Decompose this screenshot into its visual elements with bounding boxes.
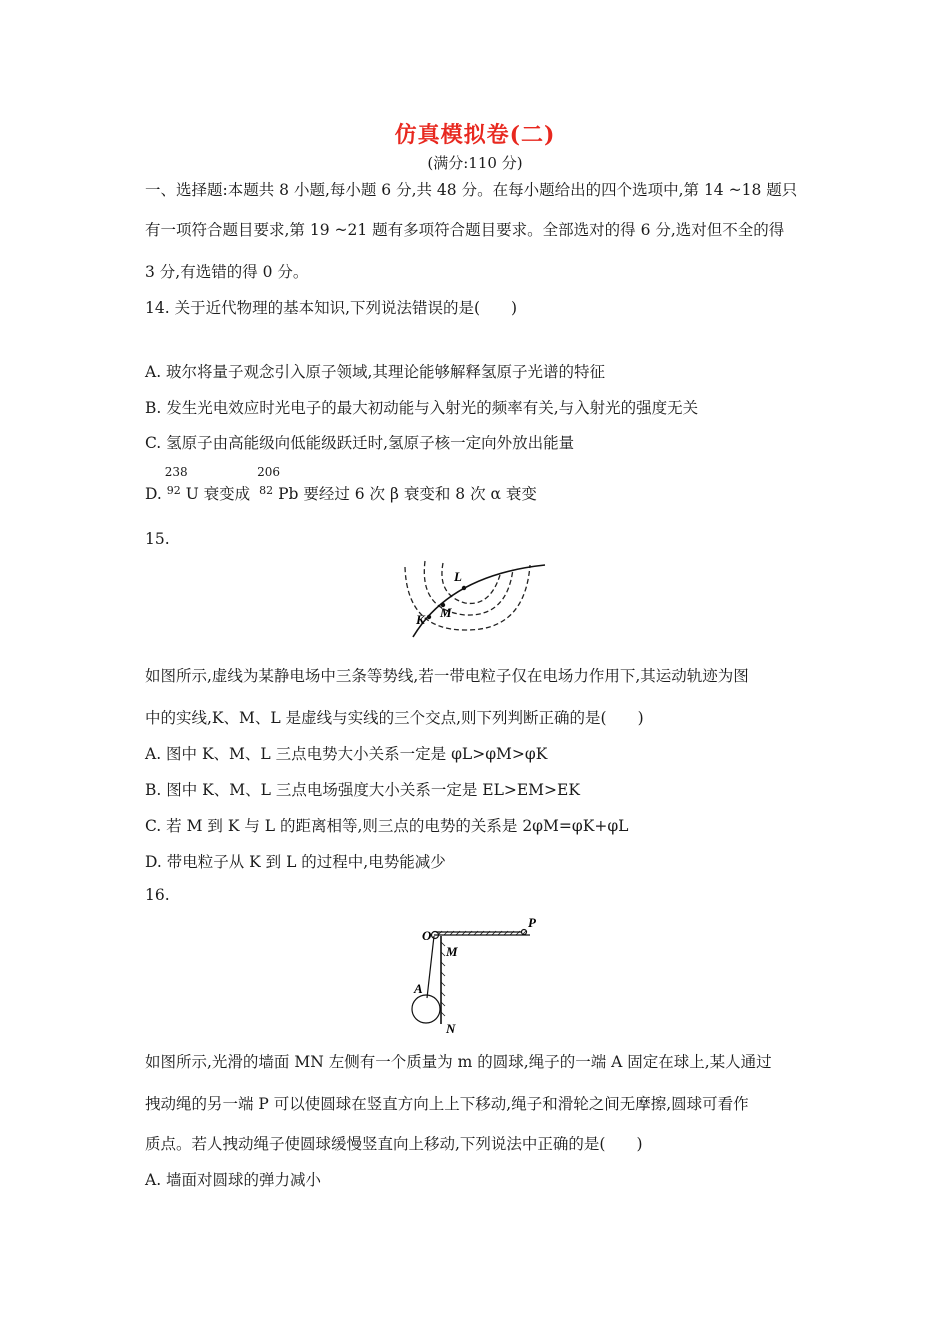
section-intro-line-3: 3 分,有选错的得 0 分。 [145,263,309,281]
q14-option-a: A. 玻尔将量子观念引入原子领域,其理论能够解释氢原子光谱的特征 [145,363,605,381]
label-a: A [414,981,423,996]
lead-mass-number: 206 [257,465,281,479]
q15-stem-line-1: 如图所示,虚线为某静电场中三条等势线,若一带电粒子仅在电场力作用下,其运动轨迹为图 [145,667,749,685]
uranium-nuclide [164,465,188,503]
q14-option-c: C. 氢原子由高能级向低能级跃迁时,氢原子核一定向外放出能量 [145,434,575,452]
ball-a [412,995,440,1023]
q16-option-a: A. 墙面对圆球的弹力减小 [145,1171,322,1189]
uranium-mass-number: 238 [164,465,188,479]
label-l: L [454,569,462,584]
q16-stem-line-3: 质点。若人拽动绳子使圆球缓慢竖直向上移动,下列说法中正确的是( ) [145,1135,643,1153]
uranium-atomic-number: 92 [166,484,181,497]
q15-figure [395,555,555,655]
q16-number: 16. [145,886,170,904]
q14-option-b: B. 发生光电效应时光电子的最大初动能与入射光的频率有关,与入射光的强度无关 [145,399,699,417]
hand-p [522,930,527,935]
lead-symbol: Pb 要经过 6 次 β 衰变和 8 次 α 衰变 [278,485,537,503]
q15-option-b: B. 图中 K、M、L 三点电场强度大小关系一定是 EL>EM>EK [145,781,580,799]
label-m: M [440,605,452,620]
q15-option-a: A. 图中 K、M、L 三点电势大小关系一定是 φL>φM>φK [145,745,548,763]
label-p: P [528,915,536,930]
label-m: M [446,944,458,959]
q16-stem-line-2: 拽动绳的另一端 P 可以使圆球在竖直方向上上下移动,绳子和滑轮之间无摩擦,圆球可看作 [145,1095,749,1113]
lead-nuclide [257,465,281,503]
q15-option-d: D. 带电粒子从 K 到 L 的过程中,电势能减少 [145,853,446,871]
label-o: O [422,928,432,943]
uranium-symbol: U 衰变成 [185,485,251,503]
lead-atomic-number: 82 [259,484,274,497]
section-intro-line-1: 一、选择题:本题共 8 小题,每小题 6 分,共 48 分。在每小题给出的四个选项中,第 14 ~18 题只 [145,181,798,199]
q15-stem-line-2: 中的实线,K、M、L 是虚线与实线的三个交点,则下列判断正确的是( ) [145,709,644,727]
label-n: N [446,1021,456,1036]
q16-stem-line-1: 如图所示,光滑的墙面 MN 左侧有一个质量为 m 的圆球,绳子的一端 A 固定在球上,某人通过 [145,1053,772,1071]
q14-option-d [145,465,537,504]
q15-number: 15. [145,530,170,548]
q15-option-c: C. 若 M 到 K 与 L 的距离相等,则三点的电势的关系是 2φM=φK+φL [145,817,629,835]
point-l [462,586,466,590]
q16-figure [408,912,548,1037]
q14-stem: 14. 关于近代物理的基本知识,下列说法错误的是( ) [145,299,518,317]
label-k: K [416,612,425,627]
q14-d-prefix: D. [145,485,162,503]
page-title: 仿真模拟卷(二) [394,122,556,148]
page-subtitle: (满分:110 分) [427,154,523,172]
section-intro-line-2: 有一项符合题目要求,第 19 ~21 题有多项符合题目要求。全部选对的得 6 分,选对但不全的得 [145,221,785,239]
rope-diagonal [427,936,434,998]
point-k [427,615,431,619]
